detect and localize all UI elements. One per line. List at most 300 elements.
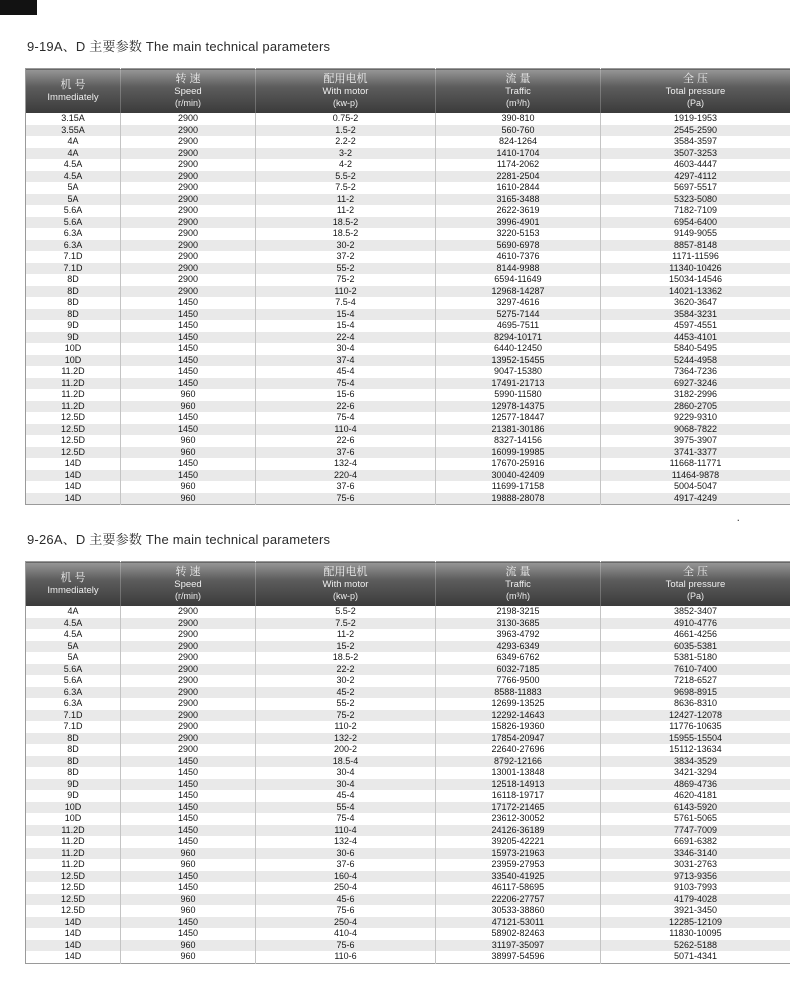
table-row bbox=[26, 286, 790, 298]
table-cell: 33540-41925 bbox=[436, 871, 601, 883]
table-cell: 2900 bbox=[121, 136, 256, 148]
table-cell: 30040-42409 bbox=[436, 470, 601, 482]
table-cell: 2900 bbox=[121, 733, 256, 745]
table-cell: 5761-5065 bbox=[601, 813, 790, 825]
table-cell: 11830-10095 bbox=[601, 928, 790, 940]
table-cell: 6349-6762 bbox=[436, 652, 601, 664]
table-cell: 4.5A bbox=[63, 629, 83, 639]
table-cell: 1919-1953 bbox=[601, 113, 790, 125]
table-cell: 7.1D bbox=[63, 709, 83, 720]
column-header-cn: 全 压 bbox=[682, 73, 709, 85]
table-row bbox=[26, 113, 790, 125]
table-row bbox=[26, 240, 790, 252]
table-cell: 8D bbox=[67, 767, 79, 777]
table-cell: 30-6 bbox=[256, 848, 436, 860]
table-cell: 8294-10171 bbox=[436, 332, 601, 344]
table-cell: 30-4 bbox=[256, 343, 436, 355]
table-cell: 960 bbox=[121, 905, 256, 917]
table-cell: 12292-14643 bbox=[436, 710, 601, 722]
table-cell: 5.6A bbox=[63, 205, 83, 215]
table-cell: 2281-2504 bbox=[436, 171, 601, 183]
table-row bbox=[26, 744, 790, 756]
table-cell: 5.5-2 bbox=[256, 606, 436, 618]
table-row bbox=[26, 401, 790, 413]
table-cell: 17854-20947 bbox=[436, 733, 601, 745]
table-cell: 45-2 bbox=[256, 687, 436, 699]
table-cell: 1450 bbox=[121, 813, 256, 825]
table-cell: 960 bbox=[121, 401, 256, 413]
table-cell: 2900 bbox=[121, 606, 256, 618]
table-cell: 7.5-2 bbox=[256, 182, 436, 194]
table-cell: 3-2 bbox=[256, 148, 436, 160]
table-cell: 17670-25916 bbox=[436, 458, 601, 470]
table-cell: 4610-7376 bbox=[436, 251, 601, 263]
table-cell: 8D bbox=[67, 297, 79, 307]
table-cell: 960 bbox=[121, 481, 256, 493]
table-cell: 5A bbox=[67, 640, 79, 651]
table-cell: 30-2 bbox=[256, 675, 436, 687]
column-header-en: Total pressure bbox=[665, 86, 726, 97]
table-cell: 12.5D bbox=[60, 412, 86, 422]
table-row bbox=[26, 481, 790, 493]
header-row bbox=[26, 562, 790, 607]
table-cell: 7.1D bbox=[63, 721, 83, 731]
table-cell: 1450 bbox=[121, 332, 256, 344]
table-cell: 2.2-2 bbox=[256, 136, 436, 148]
table-cell: 960 bbox=[121, 435, 256, 447]
column-header-cn: 流 量 bbox=[505, 566, 531, 578]
table-row bbox=[26, 194, 790, 206]
table-cell: 3834-3529 bbox=[601, 756, 790, 768]
table-cell: 12.5D bbox=[60, 870, 86, 881]
table-cell: 1450 bbox=[121, 378, 256, 390]
table-cell: 30-2 bbox=[256, 240, 436, 252]
table-cell: 10D bbox=[64, 801, 82, 812]
table-row bbox=[26, 836, 790, 848]
table-cell: 3620-3647 bbox=[601, 297, 790, 309]
table-row bbox=[26, 652, 790, 664]
table-cell: 7747-7009 bbox=[601, 825, 790, 837]
table-row bbox=[26, 859, 790, 871]
table-row bbox=[26, 871, 790, 883]
table-cell: 23959-27953 bbox=[436, 859, 601, 871]
table-cell: 9713-9356 bbox=[601, 871, 790, 883]
table-cell: 8D bbox=[67, 285, 79, 296]
column-header-cn: 机 号 bbox=[60, 571, 86, 584]
table-cell: 14021-13362 bbox=[601, 286, 790, 298]
column-header bbox=[26, 69, 121, 114]
table-cell: 12577-18447 bbox=[436, 412, 601, 424]
table-row bbox=[26, 790, 790, 802]
table-cell: 1174-2062 bbox=[436, 159, 601, 171]
table-cell: 4A bbox=[67, 136, 79, 146]
table-cell: 12968-14287 bbox=[436, 286, 601, 298]
table-cell: 1450 bbox=[121, 825, 256, 837]
table-cell: 1450 bbox=[121, 355, 256, 367]
table-cell: 1450 bbox=[121, 928, 256, 940]
table-cell: 2900 bbox=[121, 286, 256, 298]
column-header-en: Speed bbox=[174, 579, 202, 590]
table-cell: 75-6 bbox=[256, 905, 436, 917]
table-cell: 45-4 bbox=[256, 790, 436, 802]
table-cell: 75-6 bbox=[256, 940, 436, 952]
table-row bbox=[26, 629, 790, 641]
table-section-9-19 bbox=[25, 36, 765, 505]
table-cell: 9D bbox=[67, 331, 79, 342]
table-cell: 3975-3907 bbox=[601, 435, 790, 447]
table-cell: 8327-14156 bbox=[436, 435, 601, 447]
table-cell: 2900 bbox=[121, 194, 256, 206]
table-cell: 14D bbox=[64, 928, 82, 938]
column-header bbox=[436, 69, 601, 114]
table-cell: 5A bbox=[67, 193, 79, 204]
table-row bbox=[26, 251, 790, 263]
column-header-cn: 转 速 bbox=[175, 566, 201, 578]
table-row bbox=[26, 182, 790, 194]
table-row bbox=[26, 894, 790, 906]
table-cell: 5.6A bbox=[63, 663, 83, 674]
table-cell: 11699-17158 bbox=[436, 481, 601, 493]
table-cell: 12.5D bbox=[60, 882, 86, 892]
table-cell: 11.2D bbox=[61, 389, 85, 399]
table-cell: 6.3A bbox=[63, 239, 83, 250]
table-cell: 22640-27696 bbox=[436, 744, 601, 756]
column-header-cn: 机 号 bbox=[60, 78, 86, 91]
table-cell: 15-6 bbox=[256, 389, 436, 401]
table-cell: 47121-53011 bbox=[436, 917, 601, 929]
table-cell: 7766-9500 bbox=[436, 675, 601, 687]
table-row bbox=[26, 366, 790, 378]
table-row bbox=[26, 882, 790, 894]
table-cell: 3963-4792 bbox=[436, 629, 601, 641]
table-cell: 1450 bbox=[121, 366, 256, 378]
table-cell: 22-4 bbox=[256, 332, 436, 344]
table-row bbox=[26, 675, 790, 687]
column-header-unit: (r/min) bbox=[175, 98, 201, 108]
table-cell: 2900 bbox=[121, 159, 256, 171]
table-cell: 960 bbox=[121, 894, 256, 906]
table-cell: 11-2 bbox=[256, 205, 436, 217]
column-header bbox=[601, 562, 790, 607]
table-cell: 13001-13848 bbox=[436, 767, 601, 779]
table-cell: 4A bbox=[67, 147, 79, 158]
column-header bbox=[121, 69, 256, 114]
table-cell: 14D bbox=[64, 916, 82, 927]
table-cell: 12427-12078 bbox=[601, 710, 790, 722]
table-cell: 24126-36189 bbox=[436, 825, 601, 837]
column-header-unit: (Pa) bbox=[686, 591, 704, 601]
header-row bbox=[26, 69, 790, 114]
table-cell: 2900 bbox=[121, 263, 256, 275]
table-cell: 15955-15504 bbox=[601, 733, 790, 745]
table-cell: 5.6A bbox=[63, 675, 83, 685]
table-cell: 2900 bbox=[121, 205, 256, 217]
table-cell: 8588-11883 bbox=[436, 687, 601, 699]
table-cell: 12518-14913 bbox=[436, 779, 601, 791]
table-cell: 5.6A bbox=[63, 216, 83, 227]
table-cell: 10D bbox=[64, 354, 82, 365]
table-row bbox=[26, 493, 790, 505]
table-cell: 4917-4249 bbox=[601, 493, 790, 505]
table-cell: 14D bbox=[64, 481, 82, 491]
table-cell: 2900 bbox=[121, 113, 256, 125]
table-cell: 8D bbox=[67, 755, 79, 766]
table-cell: 3507-3253 bbox=[601, 148, 790, 160]
table-cell: 21381-30186 bbox=[436, 424, 601, 436]
table-cell: 410-4 bbox=[256, 928, 436, 940]
table-cell: 15826-19360 bbox=[436, 721, 601, 733]
table-cell: 7.5-2 bbox=[256, 618, 436, 630]
table-cell: 1450 bbox=[121, 412, 256, 424]
table-cell: 1450 bbox=[121, 756, 256, 768]
table-cell: 12.5D bbox=[60, 893, 86, 904]
table-cell: 2900 bbox=[121, 652, 256, 664]
table-cell: 9D bbox=[67, 790, 79, 800]
table-cell: 75-2 bbox=[256, 710, 436, 722]
table-cell: 2900 bbox=[121, 687, 256, 699]
table-cell: 12699-13525 bbox=[436, 698, 601, 710]
table-cell: 4293-6349 bbox=[436, 641, 601, 653]
table-cell: 5990-11580 bbox=[436, 389, 601, 401]
column-header-unit: (kw-p) bbox=[333, 98, 358, 108]
table-cell: 2900 bbox=[121, 664, 256, 676]
table-row bbox=[26, 813, 790, 825]
table-cell: 1450 bbox=[121, 882, 256, 894]
table-cell: 5244-4958 bbox=[601, 355, 790, 367]
table-cell: 7.1D bbox=[63, 251, 83, 261]
table-title-9-26: 9-26A、D 主要参数 The main technical parameters bbox=[27, 532, 331, 547]
table-cell: 4597-4551 bbox=[601, 320, 790, 332]
table-cell: 4-2 bbox=[256, 159, 436, 171]
table-cell: 2900 bbox=[121, 641, 256, 653]
table-row bbox=[26, 779, 790, 791]
table-cell: 960 bbox=[121, 940, 256, 952]
table-cell: 11668-11771 bbox=[601, 458, 790, 470]
table-cell: 2900 bbox=[121, 148, 256, 160]
table-row bbox=[26, 309, 790, 321]
table-cell: 12.5D bbox=[60, 435, 86, 445]
table-cell: 1450 bbox=[121, 424, 256, 436]
table-cell: 11464-9878 bbox=[601, 470, 790, 482]
table-cell: 6.3A bbox=[63, 228, 83, 238]
table-cell: 5323-5080 bbox=[601, 194, 790, 206]
table-cell: 7218-6527 bbox=[601, 675, 790, 687]
table-cell: 4.5A bbox=[63, 617, 83, 628]
table-cell: 1450 bbox=[121, 767, 256, 779]
table-row bbox=[26, 848, 790, 860]
table-cell: 18.5-2 bbox=[256, 217, 436, 229]
table-row bbox=[26, 320, 790, 332]
column-header-unit: (Pa) bbox=[686, 98, 704, 108]
table-cell: 9D bbox=[67, 778, 79, 789]
table-cell: 4695-7511 bbox=[436, 320, 601, 332]
column-header bbox=[601, 69, 790, 114]
table-cell: 110-4 bbox=[256, 825, 436, 837]
table-cell: 2900 bbox=[121, 251, 256, 263]
table-cell: 4297-4112 bbox=[601, 171, 790, 183]
table-cell: 13952-15455 bbox=[436, 355, 601, 367]
table-cell: 560-760 bbox=[436, 125, 601, 137]
table-cell: 75-6 bbox=[256, 493, 436, 505]
table-row bbox=[26, 767, 790, 779]
table-cell: 14D bbox=[64, 458, 82, 468]
parameters-table-9-26 bbox=[25, 561, 790, 964]
table-cell: 10D bbox=[64, 813, 82, 823]
table-cell: 1.5-2 bbox=[256, 125, 436, 137]
scan-corner-mark bbox=[0, 0, 37, 15]
table-cell: 8D bbox=[67, 732, 79, 743]
table-cell: 30-4 bbox=[256, 779, 436, 791]
table-cell: 3852-3407 bbox=[601, 606, 790, 618]
table-cell: 6.3A bbox=[63, 686, 83, 697]
table-row bbox=[26, 343, 790, 355]
table-row bbox=[26, 171, 790, 183]
table-cell: 55-2 bbox=[256, 698, 436, 710]
table-cell: 4.5A bbox=[63, 170, 83, 181]
table-cell: 9229-9310 bbox=[601, 412, 790, 424]
table-cell: 2900 bbox=[121, 171, 256, 183]
table-cell: 824-1264 bbox=[436, 136, 601, 148]
table-cell: 1450 bbox=[121, 297, 256, 309]
table-cell: 22-6 bbox=[256, 435, 436, 447]
table-cell: 110-2 bbox=[256, 721, 436, 733]
table-cell: 5381-5180 bbox=[601, 652, 790, 664]
column-header bbox=[26, 562, 121, 607]
table-cell: 39205-42221 bbox=[436, 836, 601, 848]
table-cell: 7.5-4 bbox=[256, 297, 436, 309]
table-cell: 11.2D bbox=[61, 859, 85, 869]
table-cell: 2900 bbox=[121, 744, 256, 756]
table-cell: 15034-14546 bbox=[601, 274, 790, 286]
table-cell: 37-6 bbox=[256, 859, 436, 871]
table-row bbox=[26, 274, 790, 286]
table-cell: 37-6 bbox=[256, 481, 436, 493]
table-row bbox=[26, 951, 790, 963]
table-cell: 1450 bbox=[121, 790, 256, 802]
table-cell: 110-4 bbox=[256, 424, 436, 436]
table-cell: 5.5-2 bbox=[256, 171, 436, 183]
table-cell: 390-810 bbox=[436, 113, 601, 125]
table-cell: 1450 bbox=[121, 320, 256, 332]
table-row bbox=[26, 378, 790, 390]
table-cell: 8857-8148 bbox=[601, 240, 790, 252]
table-cell: 4.5A bbox=[63, 159, 83, 169]
table-cell: 3.55A bbox=[61, 124, 85, 135]
table-cell: 2900 bbox=[121, 721, 256, 733]
table-cell: 220-4 bbox=[256, 470, 436, 482]
table-cell: 15973-21963 bbox=[436, 848, 601, 860]
table-cell: 1450 bbox=[121, 343, 256, 355]
table-cell: 75-2 bbox=[256, 274, 436, 286]
column-header-en: Speed bbox=[174, 86, 202, 97]
column-header-cn: 配用电机 bbox=[323, 73, 368, 85]
table-cell: 4603-4447 bbox=[601, 159, 790, 171]
column-header-en: Traffic bbox=[505, 579, 531, 590]
table-cell: 2900 bbox=[121, 675, 256, 687]
table-row bbox=[26, 159, 790, 171]
table-row bbox=[26, 641, 790, 653]
table-cell: 6143-5920 bbox=[601, 802, 790, 814]
table-cell: 8D bbox=[67, 308, 79, 319]
table-cell: 10D bbox=[64, 343, 82, 353]
table-cell: 960 bbox=[121, 493, 256, 505]
table-cell: 2860-2705 bbox=[601, 401, 790, 413]
column-header-cn: 配用电机 bbox=[323, 566, 368, 578]
table-cell: 14D bbox=[64, 939, 82, 950]
table-cell: 37-2 bbox=[256, 251, 436, 263]
table-cell: 17172-21465 bbox=[436, 802, 601, 814]
table-cell: 2900 bbox=[121, 217, 256, 229]
table-cell: 2545-2590 bbox=[601, 125, 790, 137]
table-cell: 8144-9988 bbox=[436, 263, 601, 275]
table-cell: 5690-6978 bbox=[436, 240, 601, 252]
table-row bbox=[26, 710, 790, 722]
column-header-en: Immediately bbox=[47, 584, 99, 596]
table-cell: 37-4 bbox=[256, 355, 436, 367]
table-cell: 2900 bbox=[121, 228, 256, 240]
table-cell: 30533-38860 bbox=[436, 905, 601, 917]
table-row bbox=[26, 125, 790, 137]
table-cell: 3584-3597 bbox=[601, 136, 790, 148]
table-cell: 15-4 bbox=[256, 309, 436, 321]
table-cell: 3165-3488 bbox=[436, 194, 601, 206]
column-header-unit: (m³/h) bbox=[506, 591, 530, 601]
column-header-unit: (r/min) bbox=[175, 591, 201, 601]
table-cell: 6927-3246 bbox=[601, 378, 790, 390]
table-cell: 11.2D bbox=[61, 377, 85, 388]
column-header-en: With motor bbox=[322, 86, 369, 97]
column-header-en: With motor bbox=[322, 579, 369, 590]
table-cell: 1450 bbox=[121, 917, 256, 929]
table-cell: 2900 bbox=[121, 125, 256, 137]
table-cell: 75-4 bbox=[256, 378, 436, 390]
table-cell: 9698-8915 bbox=[601, 687, 790, 699]
table-cell: 15-2 bbox=[256, 641, 436, 653]
table-cell: 6440-12450 bbox=[436, 343, 601, 355]
table-cell: 2622-3619 bbox=[436, 205, 601, 217]
table-cell: 3921-3450 bbox=[601, 905, 790, 917]
table-cell: 14D bbox=[64, 492, 82, 503]
table-cell: 45-4 bbox=[256, 366, 436, 378]
column-header bbox=[256, 69, 436, 114]
column-header-cn: 转 速 bbox=[175, 73, 201, 85]
table-cell: 3584-3231 bbox=[601, 309, 790, 321]
table-cell: 75-4 bbox=[256, 813, 436, 825]
table-cell: 3.15A bbox=[61, 113, 85, 123]
table-cell: 5004-5047 bbox=[601, 481, 790, 493]
table-cell: 22206-27757 bbox=[436, 894, 601, 906]
table-cell: 11.2D bbox=[61, 824, 85, 835]
table-row bbox=[26, 228, 790, 240]
table-cell: 11-2 bbox=[256, 629, 436, 641]
table-cell: 8792-12166 bbox=[436, 756, 601, 768]
table-cell: 8D bbox=[67, 274, 79, 284]
table-cell: 14D bbox=[64, 951, 82, 961]
table-cell: 15-4 bbox=[256, 320, 436, 332]
table-cell: 7182-7109 bbox=[601, 205, 790, 217]
table-row bbox=[26, 917, 790, 929]
table-cell: 5071-4341 bbox=[601, 951, 790, 963]
table-cell: 19888-28078 bbox=[436, 493, 601, 505]
table-cell: 160-4 bbox=[256, 871, 436, 883]
table-cell: 1450 bbox=[121, 779, 256, 791]
column-header bbox=[121, 562, 256, 607]
table-cell: 250-4 bbox=[256, 917, 436, 929]
table-cell: 11.2D bbox=[61, 400, 85, 411]
table-row bbox=[26, 217, 790, 229]
table-cell: 3220-5153 bbox=[436, 228, 601, 240]
table-cell: 2900 bbox=[121, 698, 256, 710]
